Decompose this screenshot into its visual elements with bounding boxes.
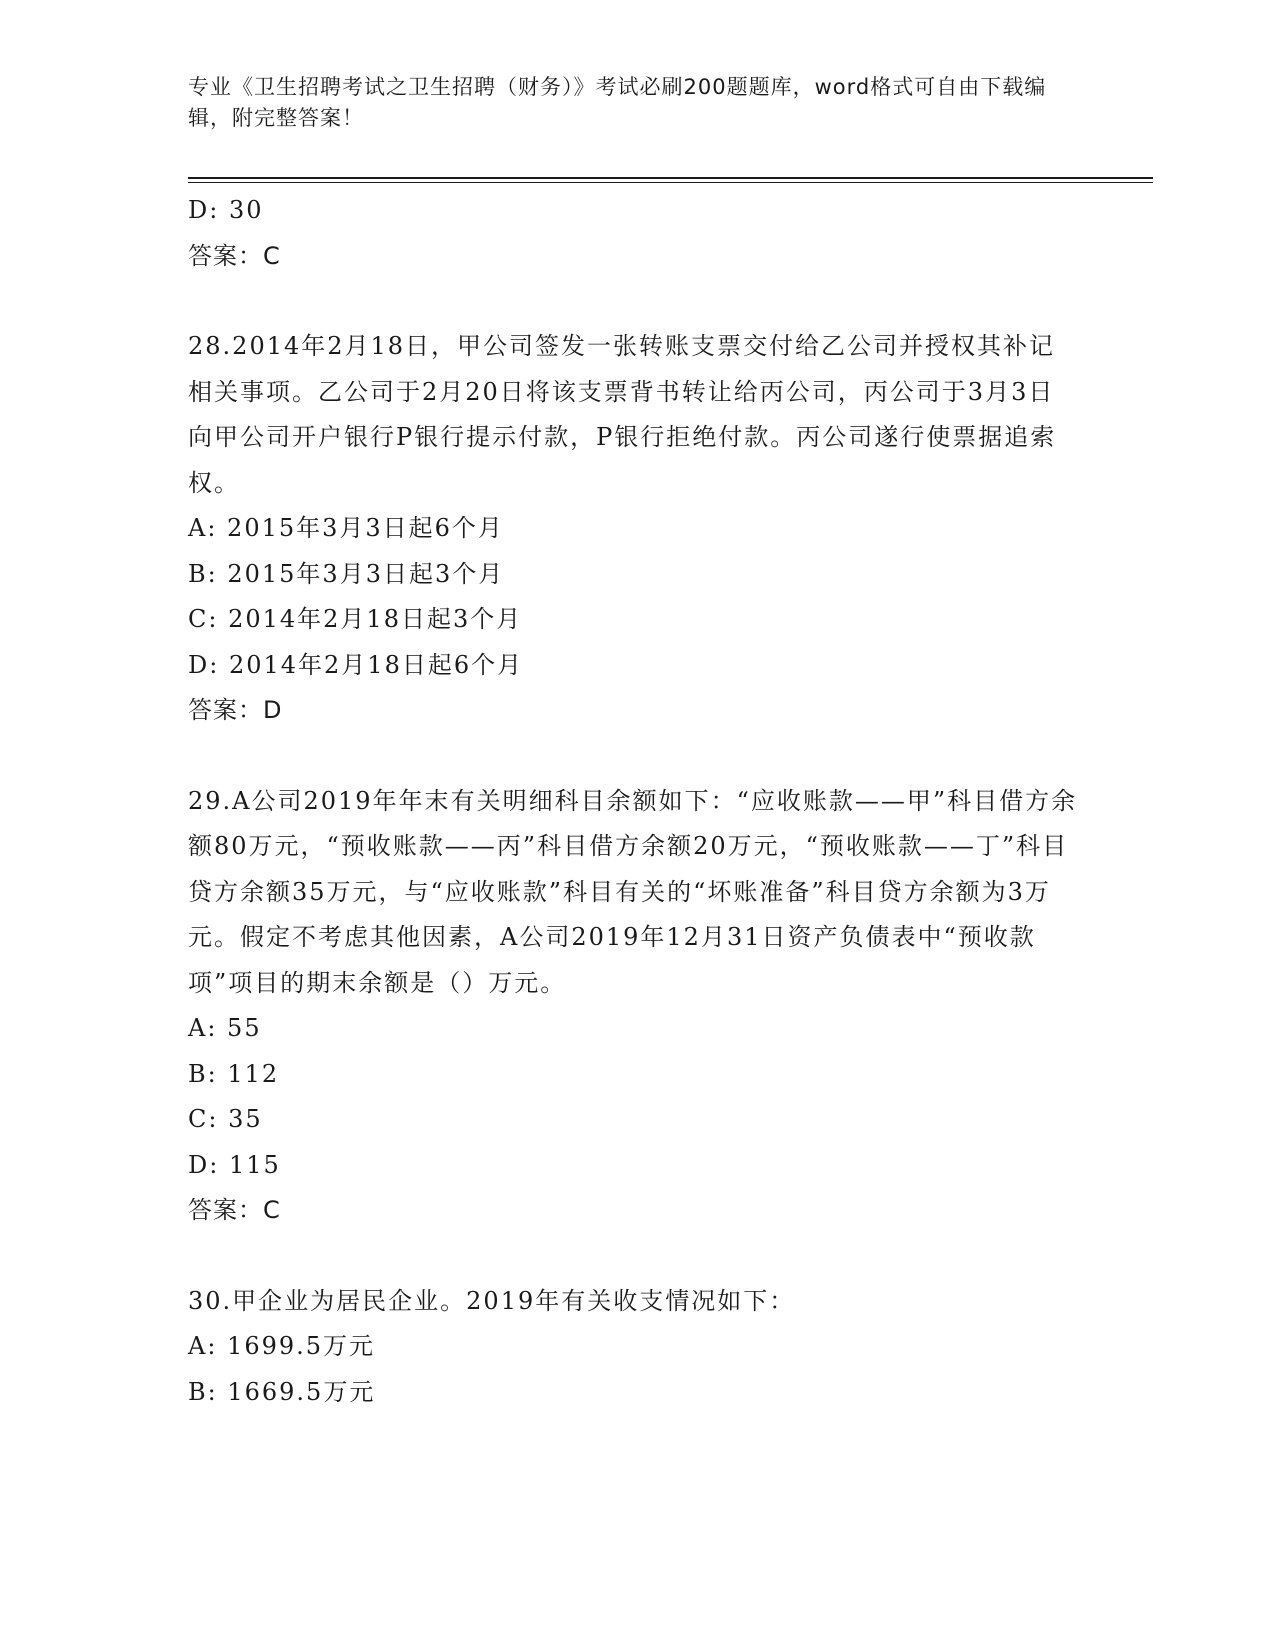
header-divider-thin	[188, 182, 1153, 183]
question-stem: 30.甲企业为居民企业。2019年有关收支情况如下：	[188, 1286, 796, 1315]
answer: 答案：D	[188, 696, 283, 724]
option-b: B: 2015年3月3日起3个月	[188, 559, 505, 588]
page-header	[188, 72, 1068, 134]
spacer	[188, 279, 1078, 324]
option-a: A: 1699.5万元	[188, 1332, 376, 1360]
header-divider-thick	[188, 177, 1153, 179]
spacer	[188, 1234, 1078, 1279]
option-d: D: 30	[188, 196, 264, 224]
option-a: A: 55	[188, 1014, 262, 1042]
question-30	[188, 1279, 1078, 1416]
document-body	[188, 188, 1078, 1415]
question-28	[188, 324, 1078, 734]
question-29	[188, 779, 1078, 1234]
option-c: C: 2014年2月18日起3个月	[188, 605, 523, 633]
header-text: 专业《卫生招聘考试之卫生招聘（财务）》考试必刷200题题库，word格式可自由下载编辑，附完整答案！	[188, 75, 1047, 130]
answer: 答案：C	[188, 1196, 281, 1224]
answer: 答案：C	[188, 241, 281, 270]
option-c: C: 35	[188, 1105, 263, 1133]
question-stem: 29.A公司2019年年末有关明细科目余额如下：“应收账款——甲”科目借方余额80万元，“预收账款——丙”科目借方余额20万元，“预收账款——丁”科目贷方余额35万元，与“应收账款”科目有关的“坏账准备”科目贷方余额为3万元。假定不考虑其他因素，A公司2019年12月31日资产负债表中“预收款项”项目的期末余额是（）万元。	[188, 786, 1078, 997]
option-d: D: 115	[188, 1150, 281, 1179]
option-a: A: 2015年3月3日起6个月	[188, 514, 504, 542]
option-d: D: 2014年2月18日起6个月	[188, 650, 524, 679]
option-b: B: 1669.5万元	[188, 1377, 376, 1406]
question-stem: 28.2014年2月18日，甲公司签发一张转账支票交付给乙公司并授权其补记相关事项。乙公司于2月20日将该支票背书转让给丙公司，丙公司于3月3日向甲公司开户银行P银行提示付款，P银行拒绝付款。丙公司遂行使票据追索权。	[188, 332, 1057, 497]
spacer	[188, 734, 1078, 779]
question-27-tail	[188, 188, 1078, 279]
option-b: B: 112	[188, 1059, 280, 1088]
